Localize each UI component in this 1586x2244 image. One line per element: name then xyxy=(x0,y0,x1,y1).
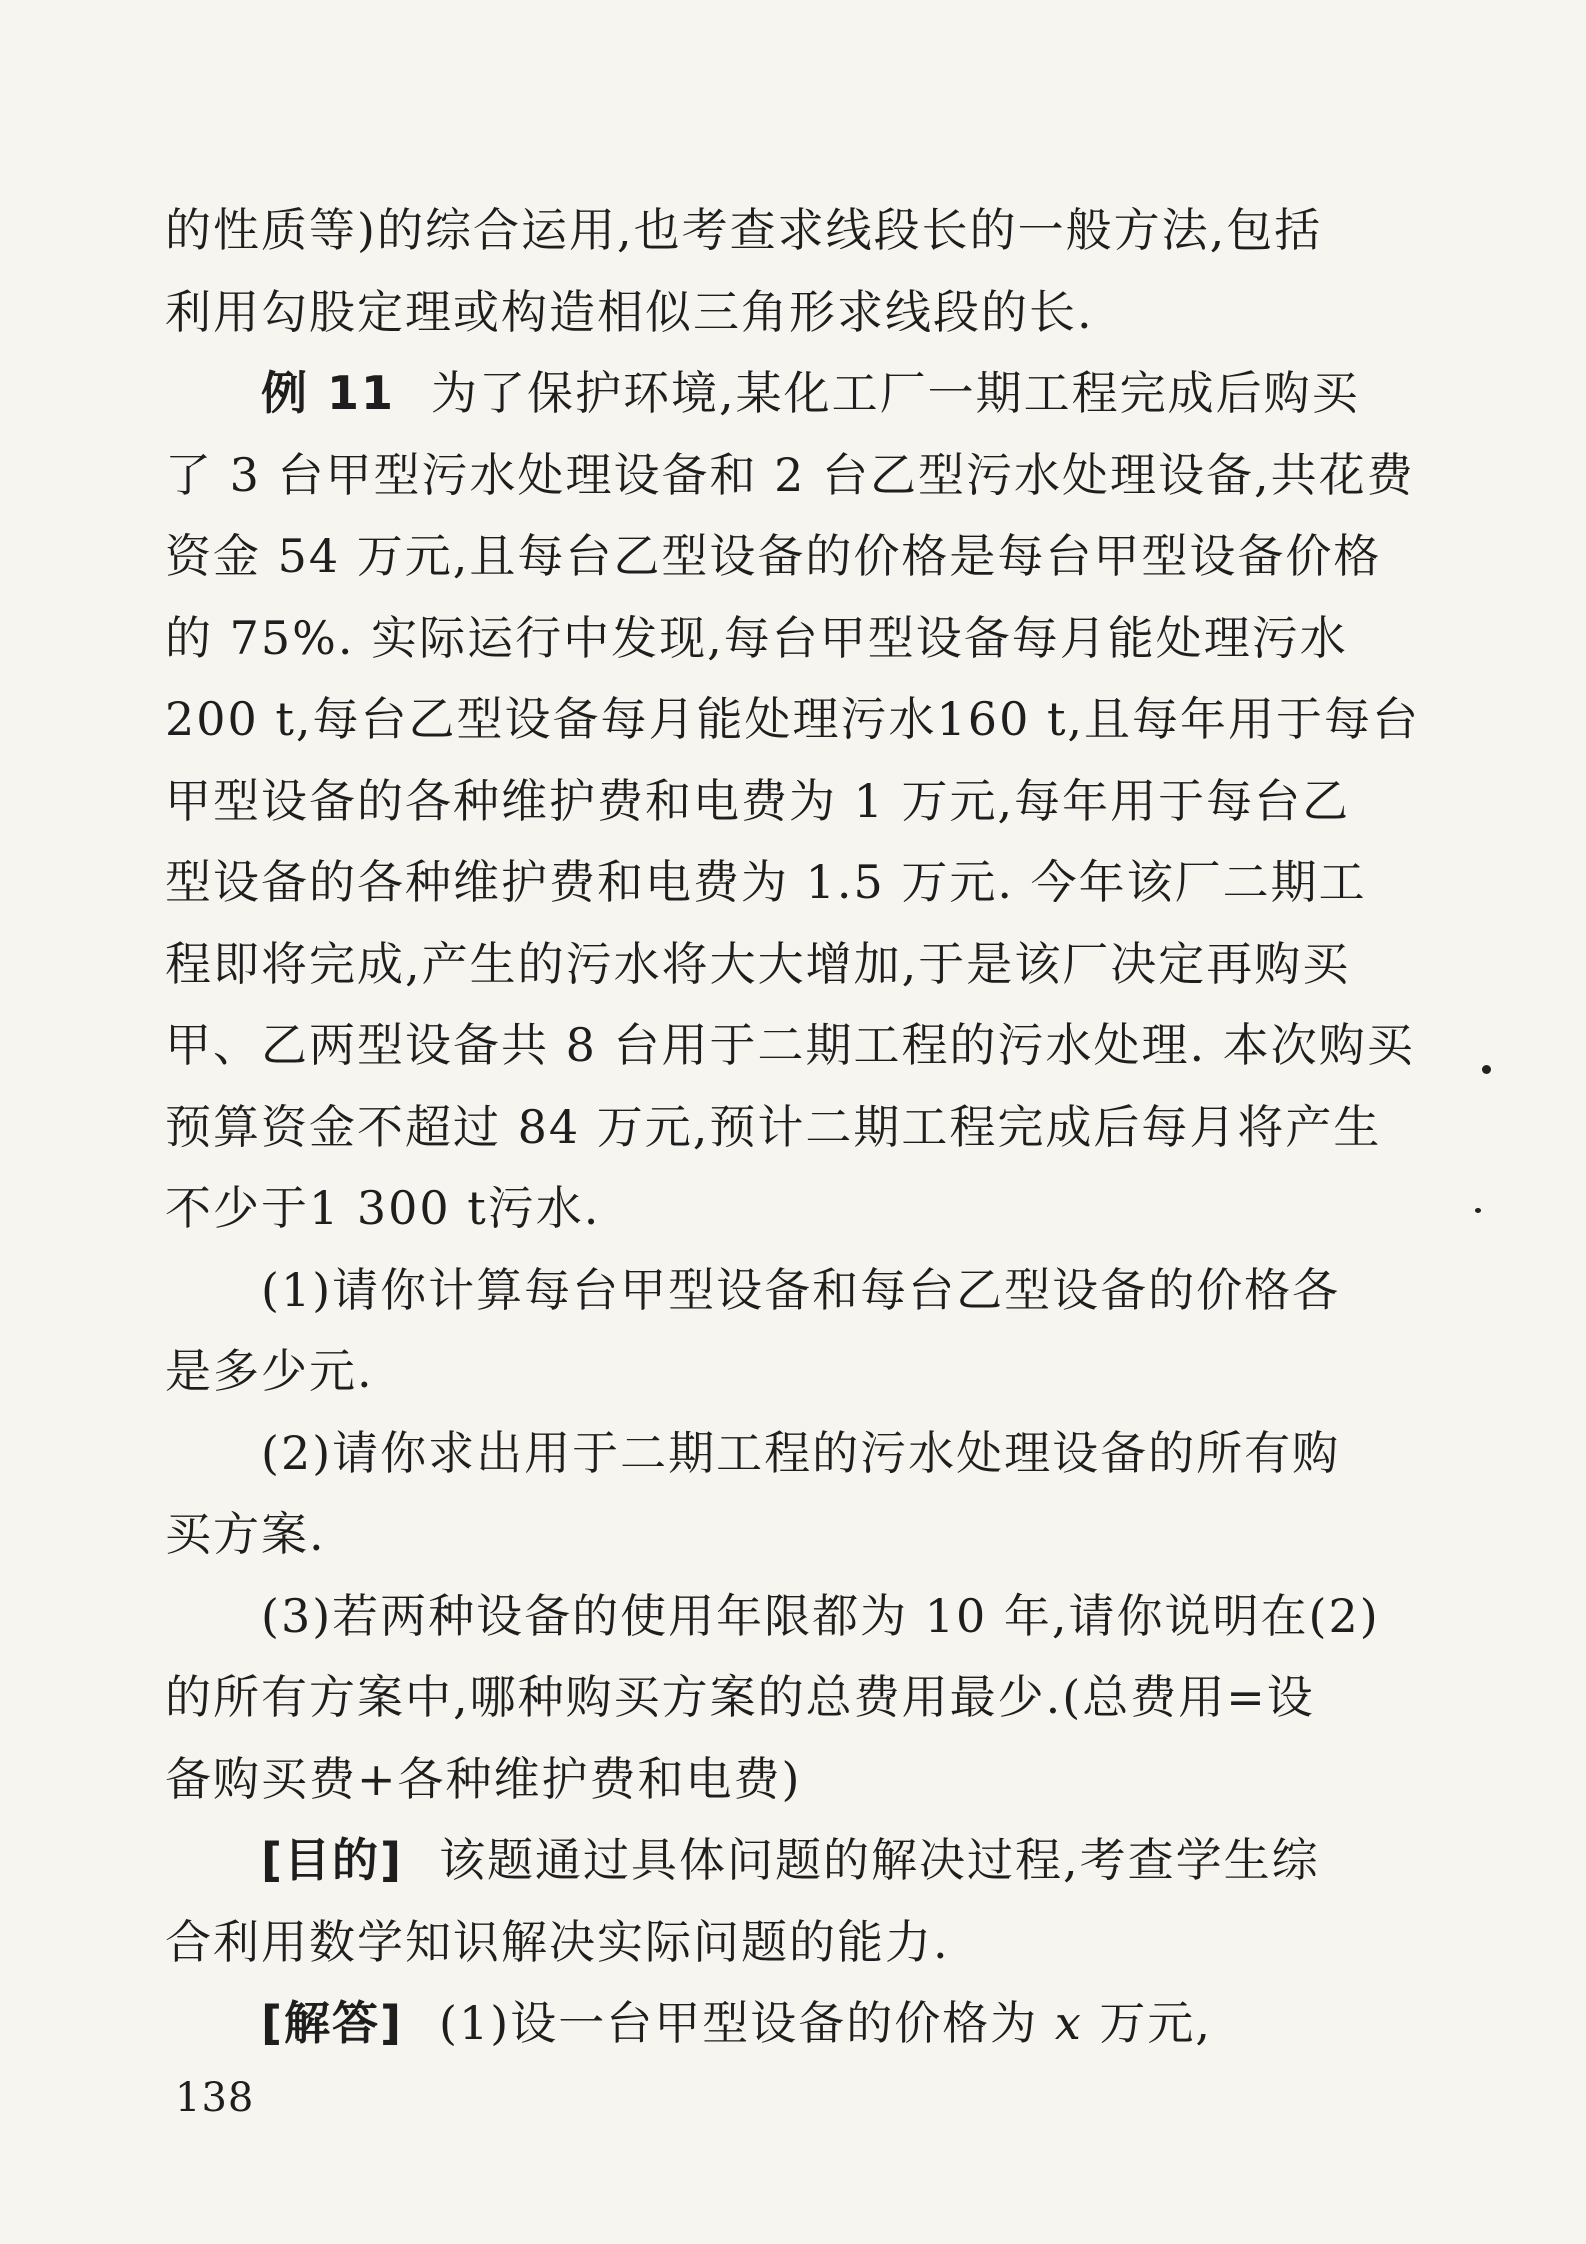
text-line: 程即将完成,产生的污水将大大增加,于是该厂决定再购买 xyxy=(165,936,1351,991)
page-number: 138 xyxy=(175,2075,255,2121)
text-line: 的性质等)的综合运用,也考查求线段长的一般方法,包括 xyxy=(165,203,1323,257)
example-text: 为了保护环境,某化工厂一期工程完成后购买 xyxy=(431,366,1360,420)
scan-speck xyxy=(1475,1208,1481,1213)
text-line: 甲、乙两型设备共 8 台用于二期工程的污水处理. 本次购买 xyxy=(165,1018,1415,1072)
question-3-line: 备购买费+各种维护费和电费) xyxy=(165,1751,802,1806)
aim-line xyxy=(165,1820,1385,1902)
text-line: 200 t,每台乙型设备每月能处理污水160 t,且每年用于每台 xyxy=(165,692,1421,746)
text-line: 了 3 台甲型污水处理设备和 2 台乙型污水处理设备,共花费 xyxy=(165,447,1415,502)
text-line: 的 75%. 实际运行中发现,每台甲型设备每月能处理污水 xyxy=(165,610,1348,665)
text-line: 利用勾股定理或构造相似三角形求线段的长. xyxy=(165,284,1094,339)
answer-label: [解答] xyxy=(261,1996,404,2050)
question-3-line: 的所有方案中,哪种购买方案的总费用最少.(总费用=设 xyxy=(165,1670,1315,1724)
text-line: 资金 54 万元,且每台乙型设备的价格是每台甲型设备价格 xyxy=(165,529,1382,583)
answer-line xyxy=(165,1983,1385,2065)
answer-text: (1)设一台甲型设备的价格为 xyxy=(439,1996,1039,2050)
question-2-line: (2)请你求出用于二期工程的污水处理设备的所有购 xyxy=(261,1425,1341,1480)
example-label: 例 11 xyxy=(261,366,396,420)
text-line: 预算资金不超过 84 万元,预计二期工程完成后每月将产生 xyxy=(165,1099,1382,1154)
aim-text: 该题通过具体问题的解决过程,考查学生综 xyxy=(439,1833,1320,1887)
question-2-line: 买方案. xyxy=(165,1507,326,1561)
text-line: 不少于1 300 t污水. xyxy=(165,1181,601,1235)
answer-text-end: 万元, xyxy=(1099,1996,1213,2050)
answer-variable: x xyxy=(1054,1996,1083,2050)
question-3-line: (3)若两种设备的使用年限都为 10 年,请你说明在(2) xyxy=(261,1588,1380,1643)
question-1-line: 是多少元. xyxy=(165,1344,374,1398)
text-line: 甲型设备的各种维护费和电费为 1 万元,每年用于每台乙 xyxy=(165,773,1351,828)
question-1-line: (1)请你计算每台甲型设备和每台乙型设备的价格各 xyxy=(261,1262,1341,1317)
text-line: 型设备的各种维护费和电费为 1.5 万元. 今年该厂二期工 xyxy=(165,855,1367,909)
example-heading-line xyxy=(165,353,1385,435)
scan-speck xyxy=(1482,1065,1491,1074)
aim-line: 合利用数学知识解决实际问题的能力. xyxy=(165,1914,950,1969)
aim-label: [目的] xyxy=(261,1833,404,1887)
page-content xyxy=(165,190,1421,2065)
